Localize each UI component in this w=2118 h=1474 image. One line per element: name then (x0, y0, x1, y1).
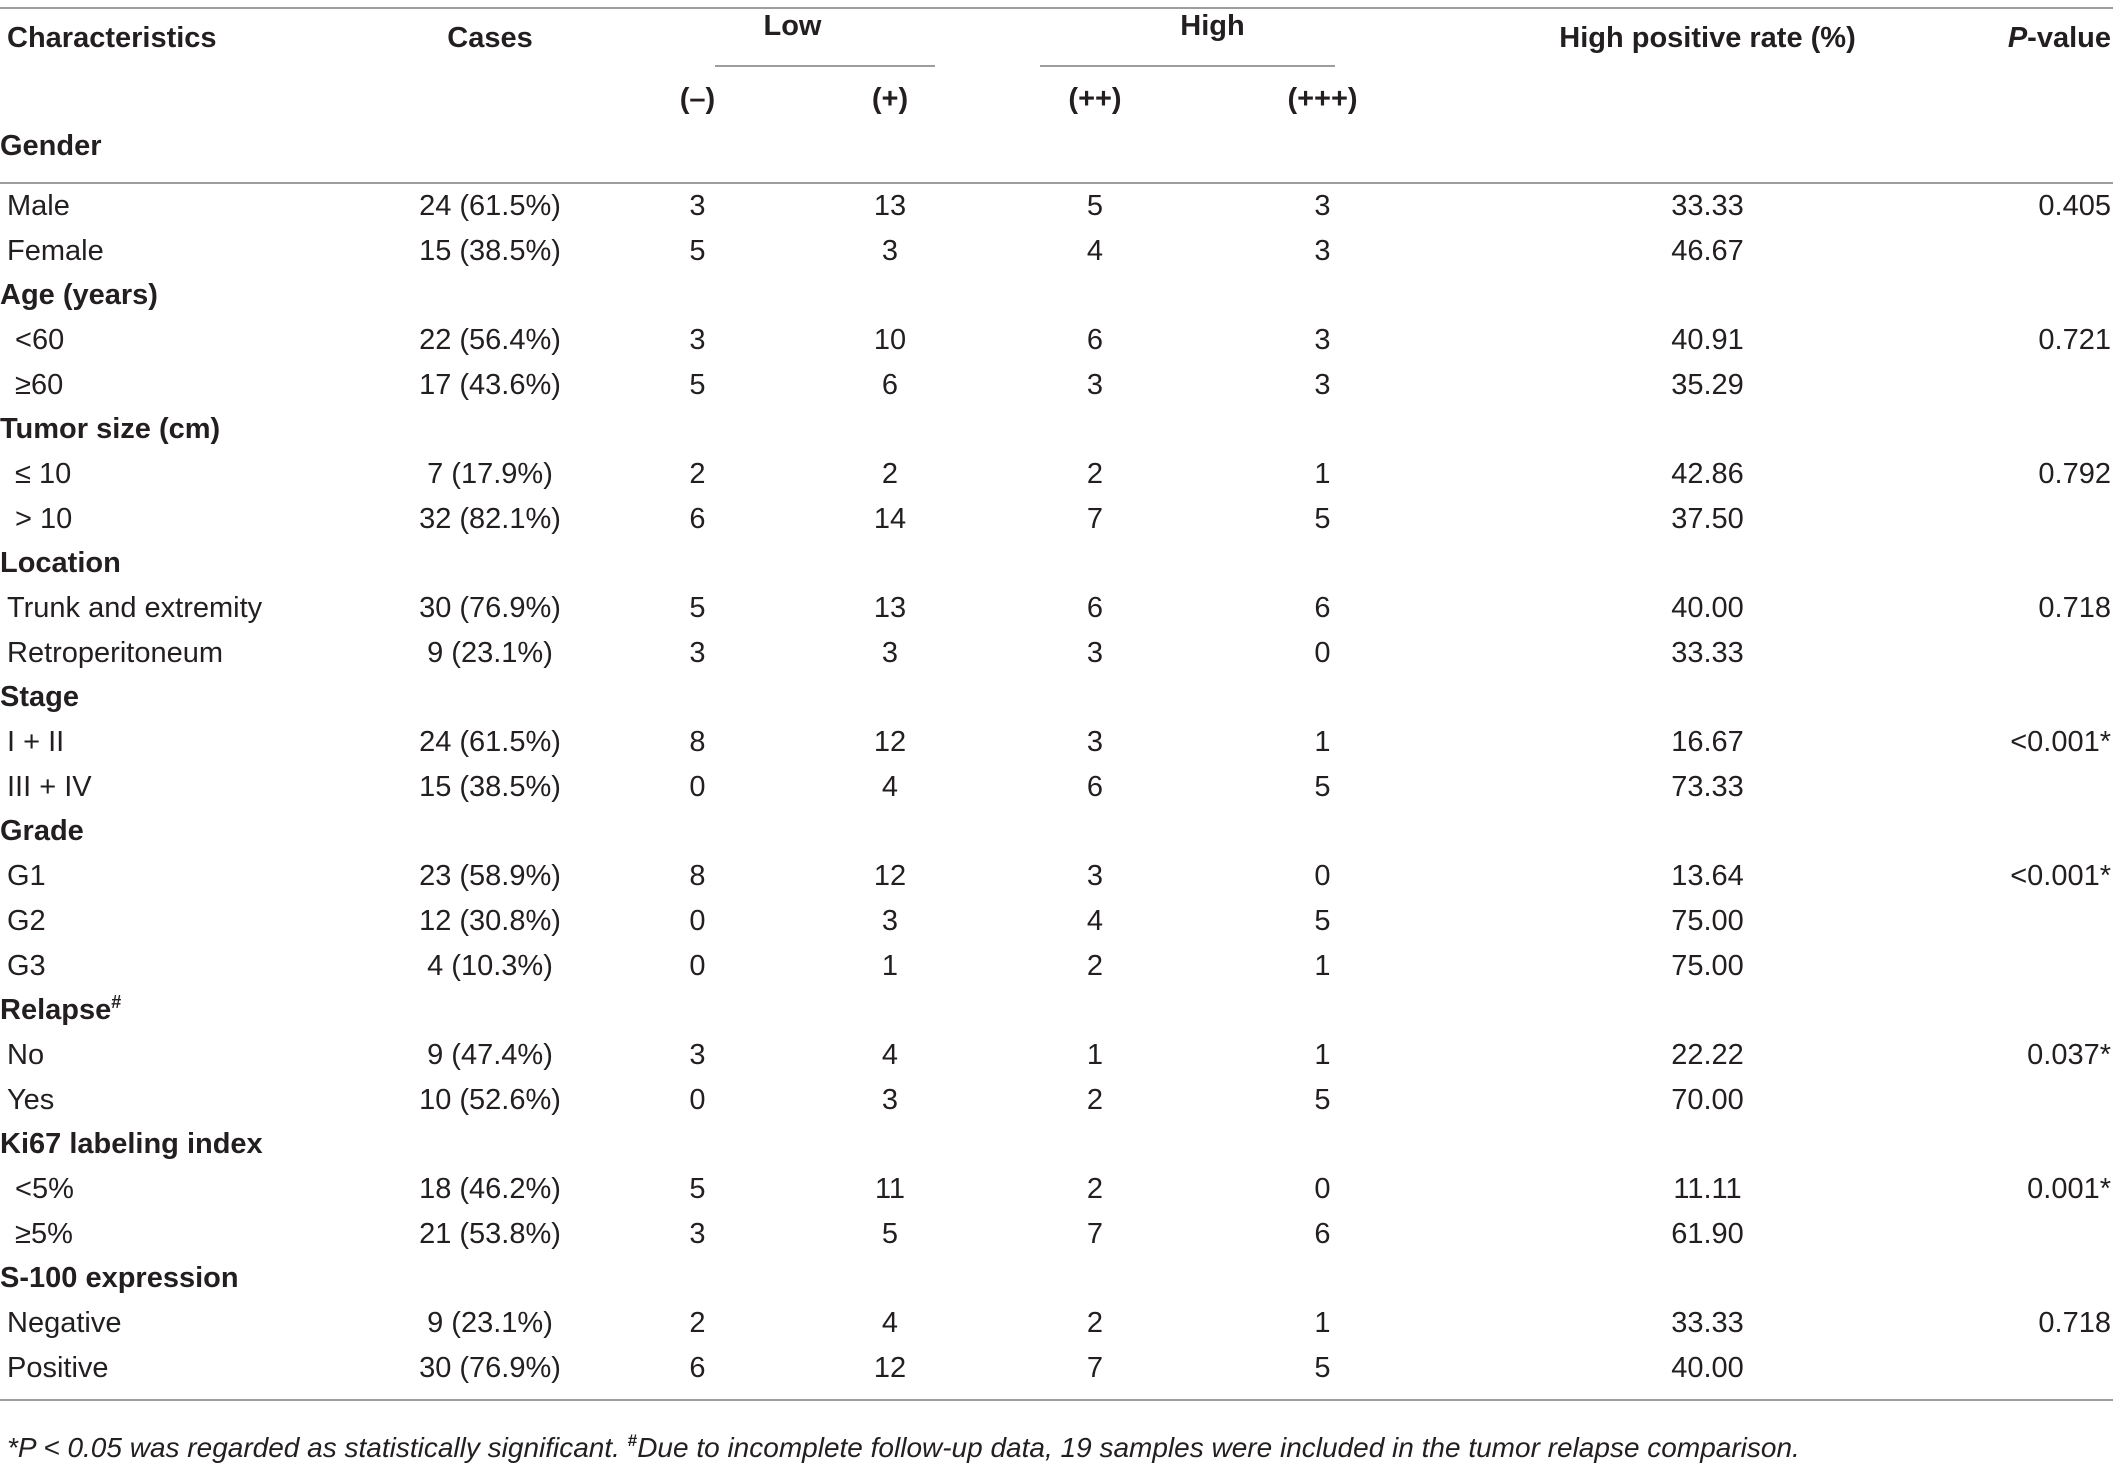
posposp-cell: 3 (1314, 234, 1331, 267)
row-label: G2 (7, 904, 46, 937)
pos-cell: 12 (873, 726, 907, 759)
section-row (0, 407, 2113, 452)
header-pospos: (++) (1068, 82, 1122, 115)
pospos-cell: 4 (1086, 234, 1104, 267)
posposp-cell: 5 (1314, 1351, 1331, 1384)
row-label: III + IV (7, 770, 92, 803)
row-label: > 10 (7, 502, 73, 535)
posposp-cell: 0 (1314, 636, 1331, 669)
section-row (0, 676, 2113, 721)
section-row (0, 1122, 2113, 1167)
pvalue-cell (1915, 1078, 2113, 1123)
posposp-cell: 1 (1314, 1307, 1331, 1340)
posposp-cell: 3 (1314, 323, 1331, 356)
footnote-sup: # (627, 1431, 638, 1450)
header-p-italic: P (2007, 22, 2028, 54)
pospos-cell: 3 (1086, 726, 1104, 759)
footnote-part1: *P < 0.05 was regarded as statistically significant. (7, 1432, 628, 1463)
rate-cell: 11.11 (1673, 1172, 1742, 1205)
section-title: Ki67 labeling index (0, 1128, 263, 1161)
header-blank-2 (380, 68, 600, 130)
pos-cell: 3 (881, 636, 899, 669)
bottom-rule (0, 1391, 2113, 1400)
pvalue-cell: 0.718 (2038, 1307, 2111, 1340)
cases-cell: 24 (61.5%) (419, 189, 561, 222)
characteristics-table (0, 7, 2113, 1401)
table-body (0, 130, 2113, 1400)
pospos-cell: 6 (1086, 592, 1104, 625)
bottom-rule-row (0, 1391, 2113, 1400)
rate-cell: 16.67 (1671, 726, 1744, 759)
section-title: Relapse (0, 994, 112, 1027)
header-p-rest: -value (2027, 22, 2111, 54)
rate-cell: 75.00 (1671, 904, 1744, 937)
section-row (0, 130, 2113, 182)
table-row (0, 1301, 2113, 1346)
rate-cell: 61.90 (1671, 1217, 1744, 1250)
pvalue-cell (1915, 363, 2113, 408)
section-title-cell (0, 542, 2113, 587)
pvalue-cell (1915, 944, 2113, 989)
section-title: Age (years) (0, 279, 158, 312)
pos-cell: 11 (874, 1172, 906, 1205)
cases-cell: 15 (38.5%) (419, 234, 561, 267)
pvalue-cell: 0.718 (2038, 592, 2111, 625)
rate-cell: 33.33 (1671, 636, 1744, 669)
neg-cell: 3 (689, 1038, 706, 1071)
pvalue-cell (1915, 229, 2113, 274)
row-label: Yes (7, 1083, 55, 1116)
header-pvalue (1915, 8, 2113, 68)
cases-cell: 32 (82.1%) (419, 502, 561, 535)
cases-cell: 24 (61.5%) (419, 726, 561, 759)
header-low: Low (763, 10, 822, 42)
cases-cell: 21 (53.8%) (419, 1217, 561, 1250)
neg-cell: 2 (689, 457, 706, 490)
row-label: Positive (7, 1351, 109, 1384)
posposp-cell: 1 (1314, 1038, 1331, 1071)
pospos-cell: 2 (1086, 1307, 1104, 1340)
pvalue-cell (1915, 899, 2113, 944)
neg-cell: 0 (689, 904, 706, 937)
table-row (0, 765, 2113, 810)
cases-cell: 9 (47.4%) (427, 1038, 553, 1071)
pospos-cell: 6 (1086, 770, 1104, 803)
pos-cell: 1 (881, 949, 899, 982)
pospos-cell: 6 (1086, 323, 1104, 356)
pos-cell: 12 (873, 860, 907, 893)
row-label: No (7, 1038, 45, 1071)
neg-cell: 5 (689, 592, 706, 625)
section-title: Tumor size (cm) (0, 413, 221, 446)
table-row (0, 631, 2113, 676)
pospos-cell: 7 (1086, 1351, 1104, 1384)
header-blank-4 (1915, 68, 2113, 130)
table-row (0, 497, 2113, 542)
pvalue-cell: <0.001* (2010, 726, 2111, 759)
posposp-cell: 0 (1314, 1172, 1331, 1205)
posposp-cell: 0 (1314, 860, 1331, 893)
table-row (0, 452, 2113, 497)
pos-cell: 5 (881, 1217, 899, 1250)
posposp-cell: 1 (1314, 949, 1331, 982)
section-row (0, 1257, 2113, 1302)
rate-cell: 13.64 (1671, 860, 1744, 893)
pospos-cell: 1 (1086, 1038, 1104, 1071)
pos-cell: 2 (881, 457, 899, 490)
neg-cell: 6 (689, 502, 706, 535)
rate-cell: 40.91 (1671, 323, 1744, 356)
cases-cell: 18 (46.2%) (419, 1172, 561, 1205)
pvalue-cell: 0.001* (2027, 1172, 2111, 1205)
rate-cell: 37.50 (1671, 502, 1744, 535)
neg-cell: 0 (689, 1083, 706, 1116)
pvalue-cell: 0.405 (2038, 189, 2111, 222)
header-posposp: (+++) (1287, 82, 1358, 115)
pos-cell: 13 (873, 592, 907, 625)
neg-cell: 5 (689, 234, 706, 267)
neg-cell: 8 (689, 726, 706, 759)
pospos-cell: 2 (1086, 457, 1104, 490)
pos-cell: 4 (881, 1307, 899, 1340)
section-title: Stage (0, 681, 79, 714)
neg-cell: 6 (689, 1351, 706, 1384)
rate-cell: 40.00 (1671, 1351, 1744, 1384)
section-title-cell (0, 1122, 2113, 1167)
table-row (0, 229, 2113, 274)
section-title-cell (0, 130, 2113, 182)
pvalue-cell (1915, 765, 2113, 810)
cases-cell: 4 (10.3%) (427, 949, 553, 982)
row-label: <5% (7, 1172, 74, 1205)
posposp-cell: 5 (1314, 502, 1331, 535)
posposp-cell: 5 (1314, 1083, 1331, 1116)
section-title: Location (0, 547, 121, 580)
section-title-cell (0, 988, 2113, 1033)
section-title: S-100 expression (0, 1262, 239, 1295)
section-title-cell (0, 1257, 2113, 1302)
posposp-cell: 6 (1314, 592, 1331, 625)
section-title-cell (0, 273, 2113, 318)
pvalue-cell: 0.721 (2038, 323, 2111, 356)
header-row-main (0, 8, 2113, 68)
cases-cell: 12 (30.8%) (419, 904, 561, 937)
header-neg: (–) (679, 82, 716, 115)
header-low-group (600, 8, 985, 68)
neg-cell: 8 (689, 860, 706, 893)
rate-cell: 40.00 (1671, 592, 1744, 625)
pos-cell: 13 (873, 189, 907, 222)
neg-cell: 5 (689, 368, 706, 401)
pvalue-cell: <0.001* (2010, 860, 2111, 893)
section-row (0, 988, 2113, 1033)
pospos-cell: 4 (1086, 904, 1104, 937)
pvalue-cell (1915, 1346, 2113, 1391)
pospos-cell: 7 (1086, 502, 1104, 535)
pospos-cell: 3 (1086, 368, 1104, 401)
neg-cell: 3 (689, 1217, 706, 1250)
row-label: ≥5% (7, 1217, 73, 1250)
pvalue-cell: 0.037* (2027, 1038, 2111, 1071)
section-title-sup: # (111, 992, 122, 1013)
table-row (0, 318, 2113, 363)
section-title-cell (0, 407, 2113, 452)
pos-cell: 12 (873, 1351, 907, 1384)
table-row (0, 720, 2113, 765)
pospos-cell: 2 (1086, 1172, 1104, 1205)
row-label: Female (7, 234, 104, 267)
header-blank-3 (1440, 68, 1915, 130)
header-characteristics: Characteristics (0, 8, 380, 68)
row-label: Trunk and extremity (7, 592, 263, 625)
neg-cell: 2 (689, 1307, 706, 1340)
header-cases: Cases (380, 8, 600, 68)
pos-cell: 10 (873, 323, 907, 356)
posposp-cell: 1 (1314, 726, 1331, 759)
cases-cell: 9 (23.1%) (427, 636, 553, 669)
table-row (0, 1212, 2113, 1257)
posposp-cell: 6 (1314, 1217, 1331, 1250)
posposp-cell: 3 (1314, 189, 1331, 222)
rate-cell: 70.00 (1671, 1083, 1744, 1116)
row-label: ≤ 10 (7, 457, 72, 490)
table-row (0, 1167, 2113, 1212)
cases-cell: 17 (43.6%) (419, 368, 561, 401)
neg-cell: 3 (689, 189, 706, 222)
cases-cell: 30 (76.9%) (419, 1351, 561, 1384)
neg-cell: 0 (689, 949, 706, 982)
pos-cell: 3 (881, 1083, 899, 1116)
pospos-cell: 7 (1086, 1217, 1104, 1250)
rate-cell: 22.22 (1671, 1038, 1744, 1071)
posposp-cell: 3 (1314, 368, 1331, 401)
pvalue-cell (1915, 1212, 2113, 1257)
row-label: Retroperitoneum (7, 636, 223, 669)
pospos-cell: 2 (1086, 949, 1104, 982)
pospos-cell: 3 (1086, 860, 1104, 893)
posposp-cell: 1 (1314, 457, 1331, 490)
header-pos: (+) (871, 82, 909, 115)
cases-cell: 15 (38.5%) (419, 770, 561, 803)
posposp-cell: 5 (1314, 770, 1331, 803)
table-row (0, 944, 2113, 989)
section-row (0, 273, 2113, 318)
row-label: G1 (7, 860, 46, 893)
pvalue-cell (1915, 497, 2113, 542)
table-row (0, 854, 2113, 899)
rate-cell: 75.00 (1671, 949, 1744, 982)
pos-cell: 4 (881, 770, 899, 803)
rate-cell: 46.67 (1671, 234, 1744, 267)
rate-cell: 73.33 (1671, 770, 1744, 803)
section-title-cell (0, 676, 2113, 721)
neg-cell: 3 (689, 636, 706, 669)
table-row (0, 183, 2113, 229)
rate-cell: 33.33 (1671, 189, 1744, 222)
footnote (7, 1432, 1800, 1464)
pos-cell: 4 (881, 1038, 899, 1071)
pospos-cell: 3 (1086, 636, 1104, 669)
cases-cell: 7 (17.9%) (427, 457, 553, 490)
table-row (0, 363, 2113, 408)
section-title-cell (0, 810, 2113, 855)
high-group-rule (1040, 65, 1335, 67)
header-blank-1 (0, 68, 380, 130)
section-row (0, 542, 2113, 587)
table-row (0, 1078, 2113, 1123)
neg-cell: 3 (689, 323, 706, 356)
header-rate: High positive rate (%) (1440, 8, 1915, 68)
cases-cell: 30 (76.9%) (419, 592, 561, 625)
section-row (0, 810, 2113, 855)
cases-cell: 22 (56.4%) (419, 323, 561, 356)
row-label: I + II (7, 726, 65, 759)
header-high: High (1180, 10, 1245, 42)
pos-cell: 14 (873, 502, 907, 535)
footnote-part2: Due to incomplete follow-up data, 19 samples were included in the tumor relapse comparison. (637, 1432, 1800, 1463)
row-label: <60 (7, 323, 65, 356)
pospos-cell: 5 (1086, 189, 1104, 222)
section-title: Grade (0, 815, 84, 848)
rate-cell: 35.29 (1671, 368, 1744, 401)
pvalue-cell (1915, 631, 2113, 676)
pvalue-cell: 0.792 (2038, 457, 2111, 490)
cases-cell: 23 (58.9%) (419, 860, 561, 893)
cases-cell: 10 (52.6%) (419, 1083, 561, 1116)
section-title: Gender (0, 130, 102, 162)
table-row (0, 899, 2113, 944)
rate-cell: 33.33 (1671, 1307, 1744, 1340)
row-label: Male (7, 189, 70, 222)
cases-cell: 9 (23.1%) (427, 1307, 553, 1340)
table-row (0, 586, 2113, 631)
pos-cell: 3 (881, 234, 899, 267)
neg-cell: 5 (689, 1172, 706, 1205)
header-high-group (985, 8, 1440, 68)
row-label: ≥60 (7, 368, 64, 401)
header-row-sub (0, 68, 2113, 130)
pos-cell: 3 (881, 904, 899, 937)
low-group-rule (715, 65, 935, 67)
row-label: Negative (7, 1307, 122, 1340)
pospos-cell: 2 (1086, 1083, 1104, 1116)
neg-cell: 0 (689, 770, 706, 803)
pos-cell: 6 (881, 368, 899, 401)
row-label: G3 (7, 949, 46, 982)
rate-cell: 42.86 (1671, 457, 1744, 490)
table-row (0, 1033, 2113, 1078)
table-row (0, 1346, 2113, 1391)
posposp-cell: 5 (1314, 904, 1331, 937)
